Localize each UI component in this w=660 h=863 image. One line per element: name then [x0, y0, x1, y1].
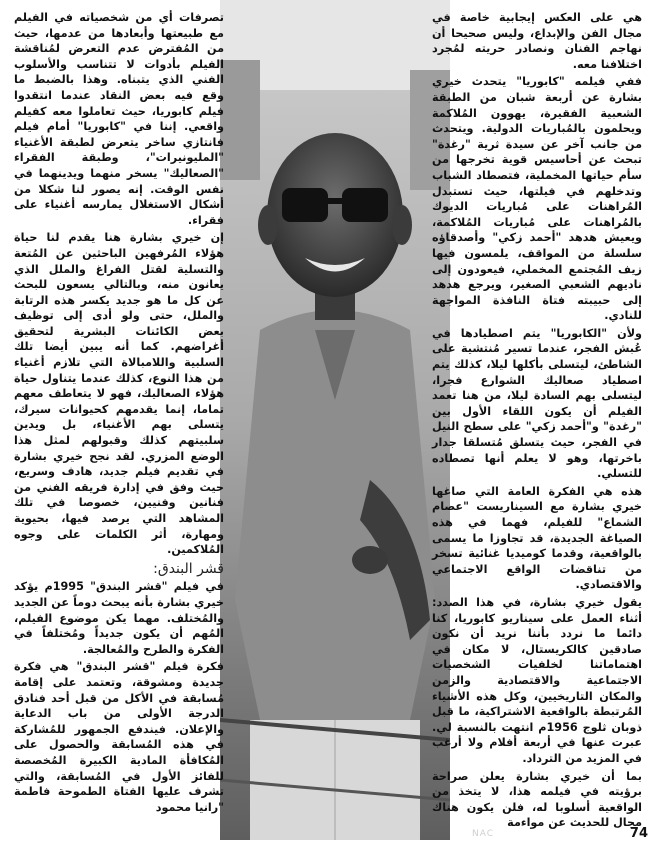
- paragraph: فكرة فيلم "قشر البندق" هي فكرة جديدة ومشوقة، وتعتمد على إقامة مُسابقة في الأكل من قبل أحد فنادق الدرجة الأولى من باب الدعاية والإعلان. فيندفع الجمهور للمُشاركة في هذه المُسابقة والحصول على المُكافأة المادية الكبيرة المُخصصة للفائز الأول في المُسابقة، والتي تشرف عليها الفتاة الطموحة فاطمة "رانيا محمود: [14, 660, 224, 814]
- page-number: 74: [629, 826, 648, 841]
- paragraph: ففي فيلمه "كابوريا" يتحدث خيري بشارة عن أربعة شبان من الطبقة الشعبية الفقيرة، يهوون المُلاكمة ويحلمون بالمُباريات الدولية. ويتحدث من جانب آخر عن سيدة ثرية "رغدة" تبحث عن أحاسيس قوية تخرجها من سأم حياتها المخملية، فتصطاد الشباب وتدخلهم في فيلتها، حيث تستبدل المُراهنات على مُباريات الديوك بالمُراهنات على مُباريات المُلاكمة، ويعيش هدهد "أحمد زكي" وأصدقاؤه سلسلة من المواقف، يلمسون فيها زيف المُجتمع المخملي، فيعودون إلى ناديهم الشعبي الصغير، ويرجع هدهد إلى حبيبته فتاة النافذة المواجهة للنادي.: [432, 75, 642, 323]
- paragraph: يقول خيري بشارة، في هذا الصدد: أثناء العمل على سيناريو كابوريا، كنا دائما ما نردد بأننا نريد أن نكون صادقين كالكريستال، لا مكان في اهتماماتنا لخلفيات الشخصيات الاجتماعية والاقتصادية والزمن والمكان التاريخيين، وكل هذه الأشياء المُرتبطة بالواقعية الاشتراكية، ما قبل ذوبان ثلوج 1956م انتهت بالنسبة لي. عبرت عنها في أربعة أفلام ولا أرغب في المزيد من الترداد.: [432, 595, 643, 765]
- paragraph: إن خيري بشارة هنا يقدم لنا حياة هؤلاء المُرفهين الباحثين عن المُتعة والتسلية لقتل الفراغ والملل الذي يعانون منه، وبالتالي يسعون للبحث عن كل ما هو جديد يكسر هذه الرتابة والملل، حتى ولو أدى إلى توظيف بعض الكائنات البشرية لتحقيق أغراضهم. كما أنه يبين أيضا تلك السلبية واللامبالاة التي تلازم أغنياء من هذا النوع، كذلك عندما يتناول حياة هؤلاء الصعاليك، فهو لا يتعاطف معهم تماما، إنما يقدمهم كحيوانات سيرك، يتسلى بهم الأغنياء، بل ويدين سلبيتهم كذلك وقبولهم لمثل هذا الوضع المزري. لقد نجح خيري بشارة في تقديم فيلم جديد، هادف وسريع، حيث وفق في إدارة فريقه الفني من فنانين وفنيين، خصوصا في تلك المشاهد التي يرصد فيها، بحيوية ومهارة، أثر الكلمات على وجوه المُلاكمين.: [14, 231, 224, 557]
- paragraph: ولأن "الكابوريا" يتم اصطيادها في عُبش الفجر، عندما تسير مُنتشية على الشاطئ، ليتسلى بأكلها ليلا، كذلك يتم اصطياد صعاليك الشوارع فجرا، ليتسلى بهم السادة ليلا، من هنا تعمد الفيلم أن يكون اللقاء الأول بين "رغدة" و"أحمد زكي" على سطح النيل في الفجر، حيث يتسلق مُتسلقا جدار باخرتها، وهو لا يعلم أنها تصطاده للتسلي.: [432, 326, 642, 481]
- paragraph: هي على العكس إيجابية خاصة في مجال الفن والإبداع، وليس صحيحا أن نهاجم الفنان ونصادر حريته لمُجرد اختلافنا معه.: [432, 11, 642, 71]
- watermark-text: NAC: [472, 829, 495, 839]
- left-text-column: [14, 10, 224, 817]
- paragraph: هذه هي الفكرة العامة التي صاغها خيري بشارة مع السيناريست "عصام الشماع" للفيلم، فهما في هذه الصياغة الجديدة، قد تجاوزا ما يسمى بالواقعية، وقدما كوميديا غنائية تسخر من تناقضات الواقع الاجتماعي والاقتصادي.: [432, 484, 642, 592]
- paragraph: تصرفات أي من شخصياته في الفيلم مع طبيعتها وأبعادها من عدمها، حيث من المُفترض عدم التعرض لمُناقشة الفيلم بأدوات لا تتناسب والأسلوب الفني الذي يتبناه. وهذا بالضبط ما وقع فيه بعض النقاد عندما انتقدوا فيلم كابوريا، حيث تعاملوا معه كفيلم واقعي. إننا في "كابوريا" أمام فيلم فانتازي ساخر يتعرض لطبقة الأغنياء "المليونيرات"، وطبقة الفقراء "الصعاليك" يسخر منهما ويدينهما في نفس الوقت. إنه يصور لنا شكلا من أشكال الاستغلال يمارسه أغنياء على فقراء.: [14, 11, 224, 227]
- portrait-photo: [220, 0, 450, 840]
- paragraph: بما أن خيري بشارة يعلن صراحة برؤيته في فيلمه هذا، لا يتخذ من الواقعية أسلوبا له، فلن يكون هناك مجال للحديث عن مواءمة: [432, 769, 642, 830]
- right-text-column: [432, 10, 642, 833]
- section-subheading: قشر البندق:: [153, 560, 224, 577]
- man-portrait-image: [220, 0, 450, 840]
- paragraph: في فيلم "قشر البندق" 1995م يؤكد خيري بشارة بأنه يبحث دوماً عن الجديد والمُختلف. مهما يكن موضوع الفيلم، المُهم أن يكون جديداً ومُختلفاً في الفكرة والطرح والمُعالجة.: [14, 580, 224, 656]
